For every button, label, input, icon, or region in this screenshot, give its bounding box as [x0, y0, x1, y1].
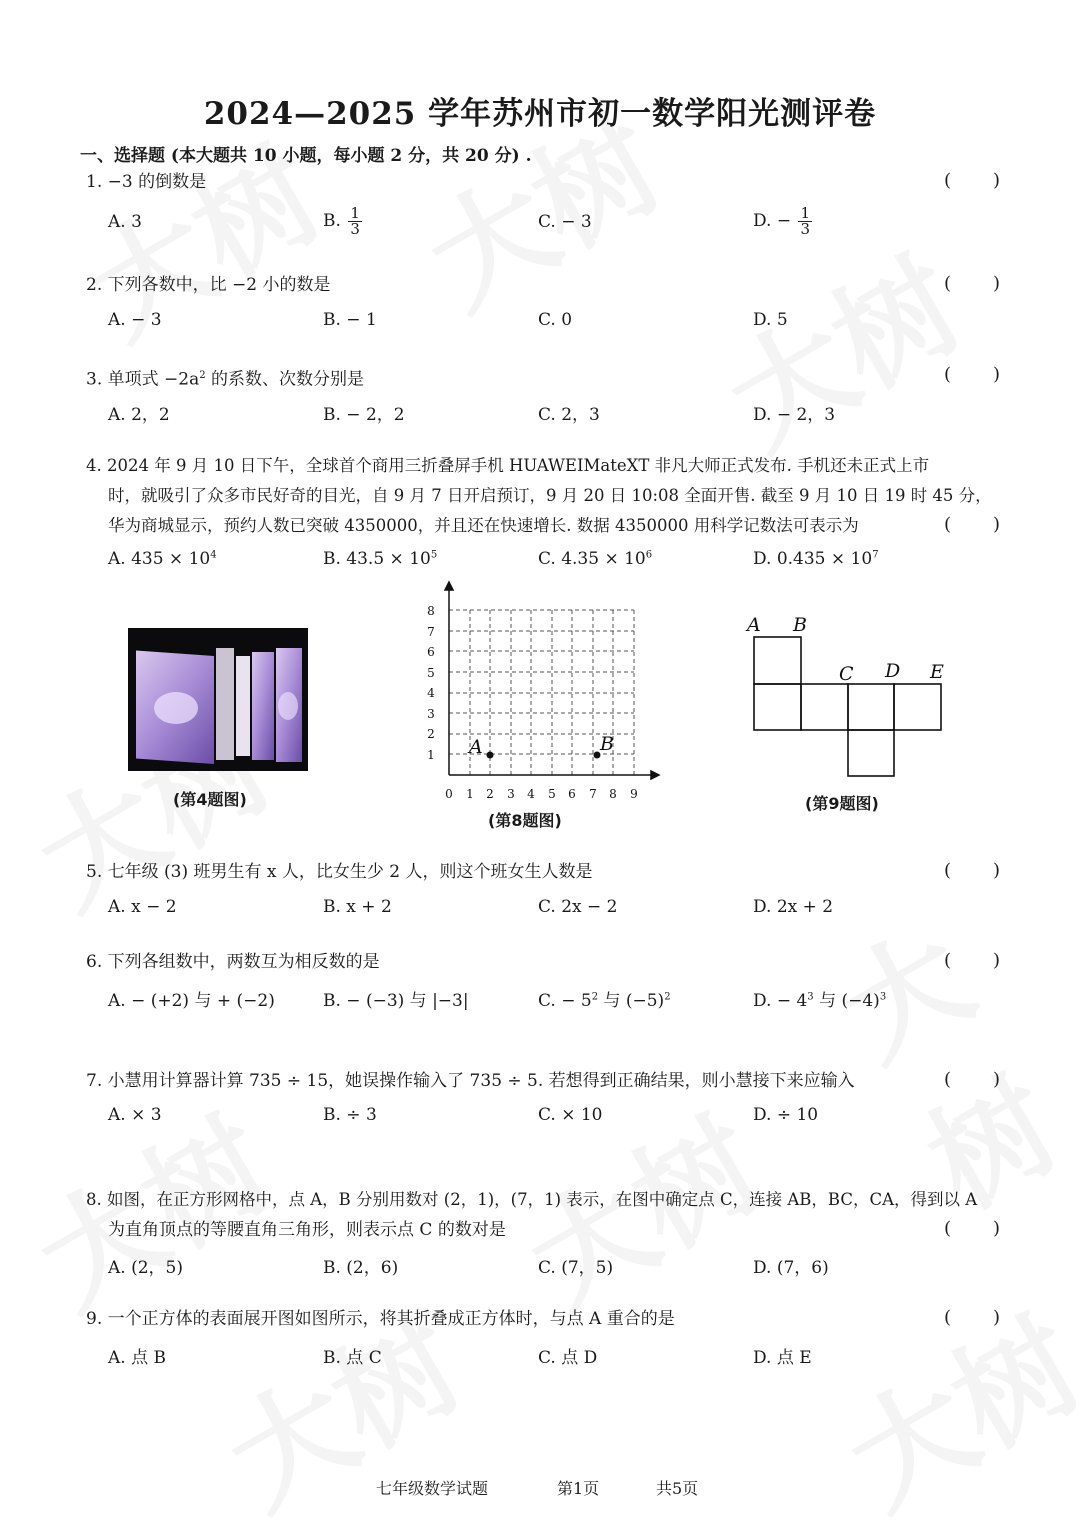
q4-option-b: B. $43.5 \times 10^5$	[323, 549, 438, 569]
watermark	[693, 212, 987, 481]
net-face	[848, 684, 894, 730]
x-tick-label: 7	[589, 787, 597, 801]
net-face	[848, 730, 894, 776]
answer-paren: ( )	[944, 860, 1000, 881]
q3-option-b: B. − 2，2	[323, 405, 405, 425]
q1-option-c: C. − 3	[538, 212, 592, 232]
y-tick-label: 8	[427, 604, 435, 618]
answer-paren: ( )	[944, 950, 1000, 971]
page-title: 2024—2025 学年苏州市初一数学阳光测评卷	[203, 96, 877, 132]
q3-option-c: C. 2，3	[538, 405, 600, 425]
q4-option-c: C. $4.35 \times 10^6$	[538, 549, 653, 569]
net-face	[894, 684, 941, 730]
x-tick-label: 4	[527, 787, 535, 801]
q9-option-d: D. 点 E	[753, 1348, 812, 1368]
y-tick-label: 7	[427, 625, 435, 639]
y-axis-arrow	[445, 582, 453, 590]
net-label-b: B	[793, 614, 807, 636]
q9-option-b: B. 点 C	[323, 1348, 382, 1368]
q1-stem: 1. −3 的倒数是	[86, 172, 207, 192]
x-tick-label: 6	[568, 787, 576, 801]
q8-option-b: B. (2，6)	[323, 1258, 399, 1278]
q5-option-a: A. x − 2	[108, 897, 177, 917]
q4-option-a: A. $435 \times 10^4$	[108, 549, 217, 569]
footer-subject: 七年级数学试题	[376, 1479, 489, 1498]
fig8-grid	[415, 578, 665, 808]
q8-option-d: D. (7，6)	[753, 1258, 829, 1278]
q6-option-c: C. − $5^2$ 与 $(-5)^2$	[538, 991, 671, 1011]
q6-option-a: A. − (+2) 与 + (−2)	[108, 991, 275, 1011]
x-tick-label: 1	[466, 787, 474, 801]
x-tick-label: 2	[486, 787, 494, 801]
x-axis-arrow	[651, 771, 659, 779]
phone-photo	[128, 628, 308, 771]
q1-option-d: D. − $\frac{1}{3}$	[753, 204, 811, 238]
answer-paren: ( )	[944, 1069, 1000, 1090]
q1-option-a: A. 3	[108, 212, 142, 232]
answer-paren: ( )	[944, 1218, 1000, 1239]
q5-option-b: B. x + 2	[323, 897, 392, 917]
net-label-e: E	[930, 661, 944, 683]
answer-paren: ( )	[944, 514, 1000, 535]
q6-stem: 6. 下列各组数中，两数互为相反数的是	[86, 952, 380, 972]
q6-option-d: D. − $4^3$ 与 $(-4)^3$	[753, 991, 887, 1011]
x-tick-label: 8	[609, 787, 617, 801]
net-label-a: A	[747, 614, 761, 636]
q4-stem-line3: 华为商城显示，预约人数已突破 4350000，并且还在快速增长. 数据 4350000 用科学记数法可表示为	[108, 516, 859, 535]
answer-paren: ( )	[944, 364, 1000, 385]
q7-option-b: B. ÷ 3	[323, 1105, 377, 1125]
x-tick-label: 0	[445, 787, 453, 801]
q8-option-a: A. (2，5)	[108, 1258, 183, 1278]
q9-option-c: C. 点 D	[538, 1348, 598, 1368]
point-a-marker	[487, 752, 494, 759]
q5-stem: 5. 七年级 (3) 班男生有 x 人，比女生少 2 人，则这个班女生人数是	[86, 862, 593, 882]
q4-option-d: D. $0.435 \times 10^7$	[753, 549, 879, 569]
q8-stem-line2: 为直角顶点的等腰直角三角形，则表示点 C 的数对是	[108, 1220, 506, 1240]
q2-option-d: D. 5	[753, 310, 788, 330]
q9-stem: 9. 一个正方体的表面展开图如图所示，将其折叠成正方体时，与点 A 重合的是	[86, 1309, 675, 1329]
q7-option-c: C. × 10	[538, 1105, 603, 1125]
x-tick-label: 3	[507, 787, 515, 801]
section-heading: 一、选择题 (本大题共 10 小题，每小题 2 分，共 20 分) .	[80, 146, 532, 166]
q8-option-c: C. (7，5)	[538, 1258, 614, 1278]
y-tick-label: 5	[427, 666, 435, 680]
footer-page-number: 第1页	[557, 1479, 600, 1498]
q4-stem-line1: 4. 2024 年 9 月 10 日下午，全球首个商用三折叠屏手机 HUAWEIMateXT 非凡大师正式发布. 手机还未正式上市	[86, 456, 930, 475]
answer-paren: ( )	[944, 273, 1000, 294]
y-tick-label: 1	[427, 748, 435, 762]
fig9-caption: (第9题图)	[805, 794, 879, 813]
point-b-label: B	[600, 733, 614, 755]
q9-option-a: A. 点 B	[108, 1348, 166, 1368]
net-face	[801, 684, 848, 730]
y-tick-label: 4	[427, 686, 435, 700]
fig8-caption: (第8题图)	[488, 811, 562, 830]
watermark	[807, 843, 1080, 1241]
x-tick-label: 9	[630, 787, 638, 801]
q2-option-c: C. 0	[538, 310, 573, 330]
answer-paren: ( )	[944, 1307, 1000, 1328]
q3-option-d: D. − 2，3	[753, 405, 836, 425]
x-tick-label: 5	[548, 787, 556, 801]
y-tick-label: 3	[427, 707, 435, 721]
q3-stem: 3. 单项式 $-2a^2$ 的系数、次数分别是	[86, 369, 365, 390]
q5-option-c: C. 2x − 2	[538, 897, 618, 917]
answer-paren: ( )	[944, 170, 1000, 191]
q5-option-d: D. 2x + 2	[753, 897, 834, 917]
y-tick-label: 6	[427, 645, 435, 659]
q1-option-b: B. $\frac{1}{3}$	[323, 204, 360, 238]
point-a-label: A	[469, 736, 483, 758]
q7-option-d: D. ÷ 10	[753, 1105, 819, 1125]
q4-stem-line2: 时，就吸引了众多市民好奇的目光，自 9 月 7 日开启预订，9 月 20 日 10:08 全面开售. 截至 9 月 10 日 19 时 45 分，	[108, 486, 992, 505]
net-label-c: C	[839, 663, 854, 685]
q6-option-b: B. − (−3) 与 |−3|	[323, 991, 469, 1011]
q7-option-a: A. × 3	[108, 1105, 162, 1125]
net-label-d: D	[885, 660, 901, 682]
q3-option-a: A. 2，2	[108, 405, 170, 425]
footer-total-pages: 共5页	[656, 1479, 699, 1498]
q2-option-a: A. − 3	[108, 310, 162, 330]
fig4-caption: (第4题图)	[173, 790, 247, 809]
q8-stem-line1: 8. 如图，在正方形网格中，点 A，B 分别用数对 (2，1)，(7，1) 表示，在图中确定点 C，连接 AB，BC，CA，得到以 A	[86, 1190, 978, 1209]
y-tick-label: 2	[427, 727, 435, 741]
fig9-cube-net	[740, 608, 950, 783]
q2-stem: 2. 下列各数中，比 −2 小的数是	[86, 275, 331, 295]
net-face	[754, 684, 801, 730]
q7-stem: 7. 小慧用计算器计算 735 ÷ 15，她误操作输入了 735 ÷ 5. 若想得到正确结果，则小慧接下来应输入	[86, 1071, 855, 1091]
q2-option-b: B. − 1	[323, 310, 377, 330]
net-face	[754, 637, 801, 684]
